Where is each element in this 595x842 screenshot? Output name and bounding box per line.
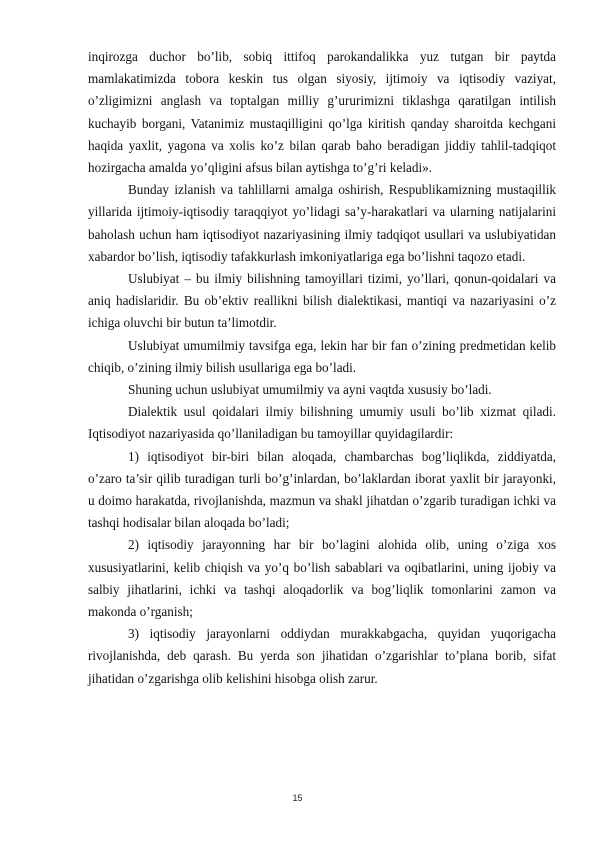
- list-item-principle-2: 2) iqtisodiy jarayonning har bir bo’lagini alohida olib, uning o’ziga xos xususiyatlarini, kelib chiqish va yo’q bo’lish sabablari va oqibatlarini, uning ijobiy va salbiy jihatlarini, ichki va tashqi aloqadorlik va bog’liqlik tomonlarini zamon va makonda o’rganish;: [88, 537, 556, 620]
- paragraph-methodology-scope: Uslubiyat umumilmiy tavsifga ega, lekin har bir fan o’zining predmetidan kelib chiqib, o’zining ilmiy bilish usullariga ega bo’ladi.: [88, 337, 556, 375]
- list-item-principle-3: 3) iqtisodiy jarayonlarni oddiydan murakkabgacha, quyidan yuqorigacha rivojlanishda, deb qarash. Bu yerda son jihatidan o’zgarishlar to’plana borib, sifat jihatidan o’zgarishga olib kelishini hisobga olish zarur.: [88, 626, 556, 686]
- document-body: [88, 46, 556, 690]
- paragraph-research-analysis: Bunday izlanish va tahlillarni amalga oshirish, Respublikamizning mustaqillik yillarida ijtimoiy-iqtisodiy taraqqiyot yo’lidagi sa’y-harakatlari va ularning natijalarini baholash uchun ham iqtisodiyot nazariyasining ilmiy tadqiqot usullari va uslubiyatidan xabardor bo’lish, iqtisodiy tafakkurlash imkoniyatlariga ega bo’lishni taqozo etadi.: [88, 182, 556, 264]
- page-number: 15: [292, 793, 303, 803]
- paragraph-intro-continuation: inqirozga duchor bo’lib, sobiq ittifoq parokandalikka yuz tutgan bir paytda mamlakatimizda tobora keskin tus olgan siyosiy, ijtimoiy va iqtisodiy vaziyat, o’zligimizni anglash va toptalgan milliy g’ururimizni tiklashga qaratilgan intilish kuchayib borgani, Vatanimiz mustaqilligini qo’lga kiritish qanday sharoitda kechgani haqida yaxlit, yagona va xolis ko’z bilan qarab baho beradigan jiddiy tahlil-tadqiqot hozirgacha amalda yo’qligini afsus bilan aytishga to’g’ri keladi».: [88, 49, 556, 176]
- list-item-principle-1: 1) iqtisodiyot bir-biri bilan aloqada, chambarchas bog’liqlikda, ziddiyatda, o’zaro ta’sir qilib turadigan turli bo’g’inlardan, bo’laklardan iborat yaxlit bir jarayonki, u doimo harakatda, rivojlanishda, mazmun va shakl jihatdan o’zgarib turadigan ichki va tashqi hodisalar bilan aloqada bo’ladi;: [88, 448, 556, 531]
- paragraph-methodology-general-specific: Shuning uchun uslubiyat umumilmiy va ayni vaqtda xususiy bo’ladi.: [128, 382, 492, 398]
- paragraph-dialectic-method: Dialektik usul qoidalari ilmiy bilishning umumiy usuli bo’lib xizmat qiladi. Iqtisodiyot nazariyasida qo’llaniladigan bu tamoyillar quyidagilardir:: [88, 404, 556, 442]
- paragraph-methodology-definition: Uslubiyat – bu ilmiy bilishning tamoyillari tizimi, yo’llari, qonun-qoidalari va aniq hadislaridir. Bu ob’ektiv reallikni bilish dialektikasi, mantiqi va nazariyasini o’z ichiga oluvchi bir butun ta’limotdir.: [88, 271, 556, 331]
